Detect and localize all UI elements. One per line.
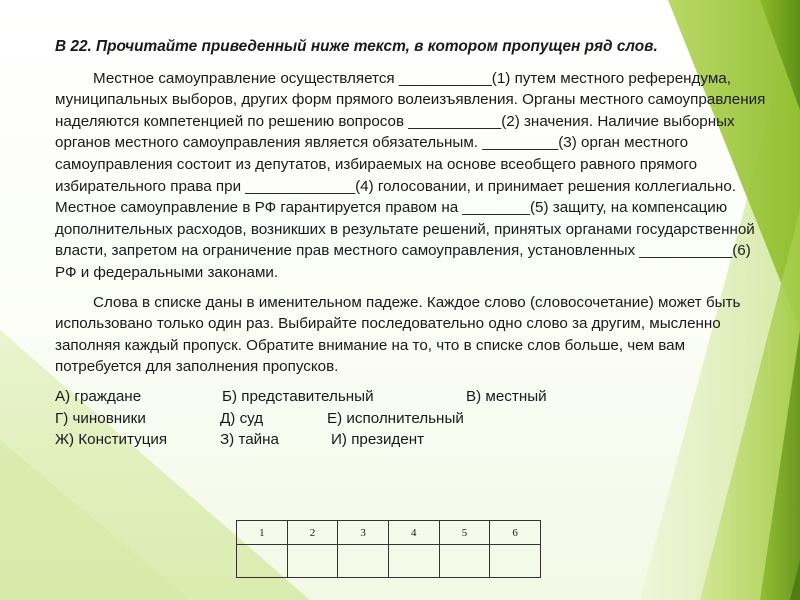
answer-column-number: 5 xyxy=(439,521,490,545)
task-content xyxy=(55,36,775,451)
answer-column-number: 6 xyxy=(490,521,541,545)
answer-cell[interactable] xyxy=(338,545,389,578)
task-paragraph: Местное самоуправление осуществляется ___________(1) путем местного референдума, муниципальных выборов, других форм прямого волеизъявления. Органы местного самоуправления наделяются компетенцией по решению вопросов ___________(2) значения. Наличие выборных органов местного самоуправления является обязательным. _________(3) орган местного самоуправления состоит из депутатов, избираемых на основе всеобщего равного прямого избирательного права при _____________(4) голосовании, и принимает решения коллегиально. Местное самоуправление в РФ гарантируется правом на ________(5) защиту, на компенсацию дополнительных расходов, возникших в результате решений, принятых органами государственной власти, запретом на ограничение прав местного самоуправления, установленных ___________(6) РФ и федеральными законами. xyxy=(55,69,766,281)
answer-cell[interactable] xyxy=(439,545,490,578)
option-item: Д) суд xyxy=(220,409,264,427)
answer-column-number: 2 xyxy=(287,521,338,545)
options-row xyxy=(55,386,775,408)
option-item: А) граждане xyxy=(55,387,142,405)
answer-table-header-row xyxy=(237,521,541,545)
option-item: Б) представительный xyxy=(222,387,374,405)
option-item: Е) исполнительный xyxy=(327,409,464,427)
answer-column-number: 3 xyxy=(338,521,389,545)
answer-column-number: 4 xyxy=(388,521,439,545)
answer-table-input-row xyxy=(237,545,541,578)
answer-cell[interactable] xyxy=(237,545,288,578)
answer-cell[interactable] xyxy=(388,545,439,578)
answer-table xyxy=(236,520,541,578)
option-item: И) президент xyxy=(331,431,425,449)
answer-cell[interactable] xyxy=(490,545,541,578)
option-item: Ж) Конституция xyxy=(55,431,168,449)
option-item: Г) чиновники xyxy=(55,409,146,427)
option-item: З) тайна xyxy=(220,431,279,449)
word-options xyxy=(55,386,775,451)
options-row xyxy=(55,408,775,430)
answer-column-number: 1 xyxy=(237,521,288,545)
task-instructions: Слова в списке даны в именительном падеже. Каждое слово (словосочетание) может быть использовано только один раз. Выбирайте последовательно одно слово за другим, мысленно заполняя каждый пропуск. Обратите внимание на то, что в списке слов больше, чем вам потребуется для заполнения пропусков. xyxy=(55,293,741,376)
answer-cell[interactable] xyxy=(287,545,338,578)
option-item: В) местный xyxy=(466,387,547,405)
task-heading: В 22. Прочитайте приведенный ниже текст, в котором пропущен ряд слов. xyxy=(55,38,658,55)
options-row xyxy=(55,429,775,451)
